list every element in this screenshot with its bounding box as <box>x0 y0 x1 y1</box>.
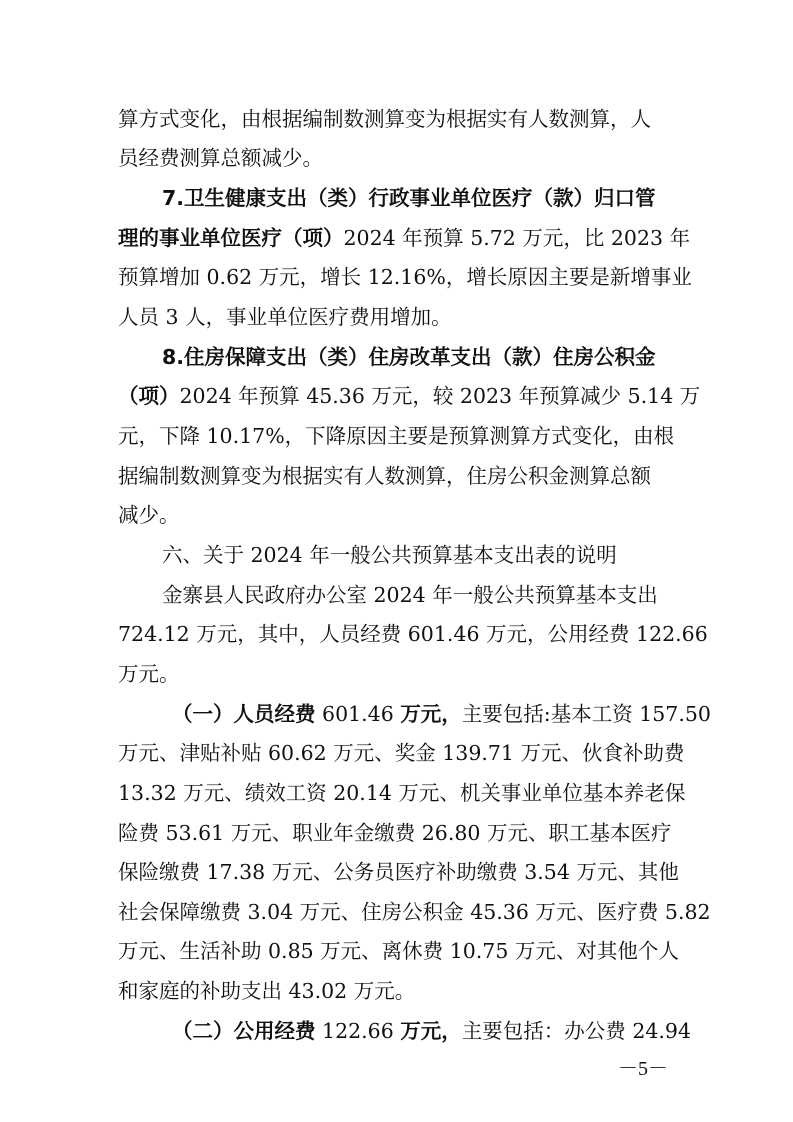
line-text: 13.32 万元、绩效工资 20.14 万元、机关事业单位基本养老保 <box>118 781 686 805</box>
line-text: 2024 年预算 5.72 万元，比 2023 年 <box>343 226 691 250</box>
line-text: 724.12 万元，其中，人员经费 601.46 万元，公用经费 122.66 <box>118 622 708 646</box>
paragraph-line <box>118 936 678 966</box>
line-text: 据编制数测算变为根据实有人数测算，住房公积金测算总额 <box>118 464 651 488</box>
line-text: 601.46 <box>322 702 394 726</box>
paragraph-line <box>162 342 678 372</box>
section-heading: 万元， <box>400 702 462 726</box>
line-text: 元，下降 10.17%，下降原因主要是预算测算方式变化，由根 <box>118 424 675 448</box>
paragraph-line <box>118 381 701 411</box>
paragraph-line <box>118 104 678 134</box>
paragraph-line <box>118 897 711 927</box>
line-text: 算方式变化，由根据编制数测算变为根据实有人数测算，人 <box>118 107 651 131</box>
paragraph-line <box>172 1016 691 1046</box>
paragraph-line <box>162 183 678 213</box>
section-heading: （一）人员经费 <box>172 702 316 726</box>
paragraph-line <box>118 223 691 253</box>
line-text: 万元、津贴补贴 60.62 万元、奖金 139.71 万元、伙食补助费 <box>118 741 685 765</box>
paragraph-line <box>118 500 678 530</box>
page-number: －5－ <box>618 1058 668 1080</box>
section-heading: 万元， <box>400 1019 462 1043</box>
line-text: 主要包括:基本工资 157.50 <box>461 702 711 726</box>
paragraph-line <box>118 421 678 451</box>
section-heading: （项） <box>118 384 180 408</box>
section-heading: 8.住房保障支出（类）住房改革支出（款）住房公积金 <box>162 345 656 369</box>
section-title <box>162 540 678 570</box>
line-text: 六、关于 2024 年一般公共预算基本支出表的说明 <box>162 543 617 567</box>
section-heading: （二）公用经费 <box>172 1019 316 1043</box>
line-text: 险费 53.61 万元、职业年金缴费 26.80 万元、职工基本医疗 <box>118 821 672 845</box>
section-heading: 7.卫生健康支出（类）行政事业单位医疗（款）归口管 <box>162 186 656 210</box>
paragraph-line <box>118 659 678 689</box>
paragraph-line <box>118 262 692 292</box>
line-text: 主要包括：办公费 24.94 <box>461 1019 691 1043</box>
paragraph-line <box>162 580 678 610</box>
paragraph-line <box>118 738 685 768</box>
line-text: 社会保障缴费 3.04 万元、住房公积金 45.36 万元、医疗费 5.82 <box>118 900 711 924</box>
line-text: 万元、生活补助 0.85 万元、离休费 10.75 万元、对其他个人 <box>118 939 679 963</box>
paragraph-line <box>118 143 678 173</box>
line-text: 人员 3 人，事业单位医疗费用增加。 <box>118 305 452 329</box>
paragraph-line <box>118 619 708 649</box>
line-text: 预算增加 0.62 万元，增长 12.16%，增长原因主要是新增事业 <box>118 265 692 289</box>
paragraph-line <box>118 302 678 332</box>
line-text: 万元。 <box>118 662 180 686</box>
section-heading: 理的事业单位医疗（项） <box>118 226 344 250</box>
paragraph-line <box>118 461 678 491</box>
line-text: 和家庭的补助支出 43.02 万元。 <box>118 979 416 1003</box>
line-text: 员经费测算总额减少。 <box>118 146 323 170</box>
paragraph-line <box>118 857 678 887</box>
line-text: 减少。 <box>118 503 180 527</box>
line-text: 金寨县人民政府办公室 2024 年一般公共预算基本支出 <box>162 583 658 607</box>
paragraph-line <box>118 778 686 808</box>
paragraph-line <box>172 699 711 729</box>
paragraph-line <box>118 976 678 1006</box>
line-text: 122.66 <box>322 1019 394 1043</box>
line-text: 2024 年预算 45.36 万元，较 2023 年预算减少 5.14 万 <box>179 384 701 408</box>
line-text: 保险缴费 17.38 万元、公务员医疗补助缴费 3.54 万元、其他 <box>118 860 679 884</box>
paragraph-line <box>118 818 678 848</box>
